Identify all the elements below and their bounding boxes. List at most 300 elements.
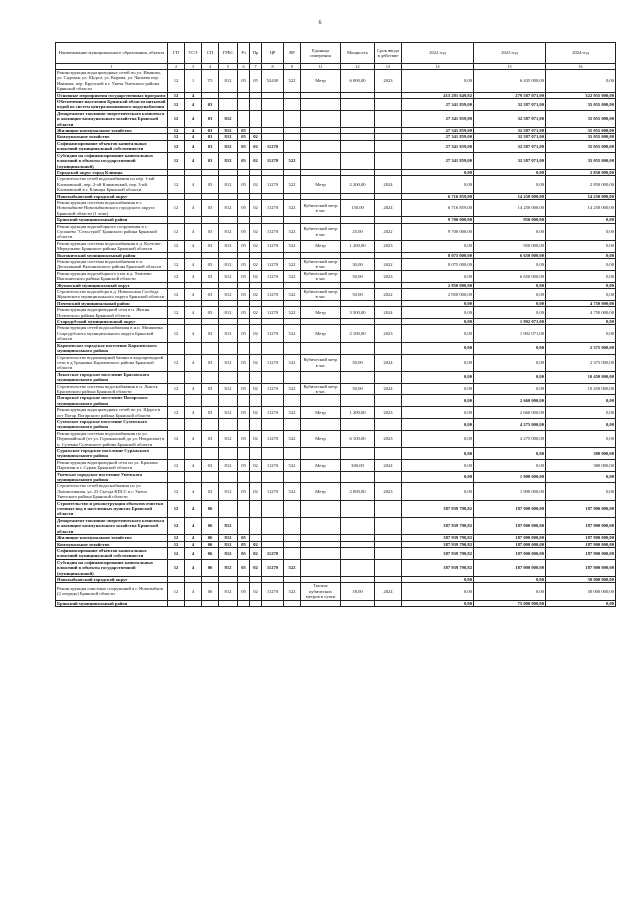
cell-cr: 11270 [262, 223, 284, 240]
cell-gp: 12 [168, 383, 185, 395]
cell-grbs [219, 418, 238, 430]
cell-vr [284, 517, 301, 534]
cell-cr [262, 418, 284, 430]
cell-rz: 05 [238, 325, 250, 342]
cell-2024: 0,00 [546, 471, 616, 483]
cell-2022: 387 939 790,82 [402, 535, 474, 541]
cell-grbs [219, 500, 238, 517]
cell-grbs: 812 [219, 128, 238, 134]
cell-2022: 0,00 [402, 430, 474, 447]
cell-pr: 02 [250, 199, 262, 216]
cell-2024: 0,00 [546, 270, 616, 282]
table-body [56, 70, 616, 607]
cell-vr: 522 [284, 430, 301, 447]
cell-2024: 4 750 000,00 [546, 300, 616, 306]
cell-2023: 187 000 000,00 [474, 541, 546, 547]
cell-sp: Т5 [202, 70, 219, 93]
cell-name: Реконструкция водозаборного сооружения в с. Супонево "Сельстрой" Брянского района Брянской области [56, 223, 168, 240]
cell-unit [301, 517, 341, 534]
cell-deadline: 2024 [375, 583, 402, 600]
cell-rz: 05 [238, 559, 250, 576]
cell-2023: 0,00 [474, 289, 546, 301]
cell-tse: 4 [185, 176, 202, 193]
cell-unit: Кубический метр в час [301, 199, 341, 216]
cell-vr [284, 418, 301, 430]
cell-2022: 0,00 [402, 342, 474, 354]
cell-tse: 4 [185, 199, 202, 216]
cell-grbs: 812 [219, 325, 238, 342]
cell-rz: 05 [238, 307, 250, 319]
cell-pr: 02 [250, 307, 262, 319]
column-index: 4 [202, 64, 219, 70]
cell-2023: 187 000 000,00 [474, 535, 546, 541]
cell-sp: 03 [202, 483, 219, 500]
cell-tse: 4 [185, 140, 202, 152]
cell-rz [238, 395, 250, 407]
table-row [56, 259, 616, 271]
cell-name: Суражское городское поселение Суражского муниципального района [56, 448, 168, 460]
cell-capacity: 50,00 [341, 383, 375, 395]
cell-2023: 0,00 [474, 282, 546, 288]
cell-2022: 0,00 [402, 354, 474, 371]
cell-deadline [375, 110, 402, 127]
cell-vr: 522 [284, 199, 301, 216]
cell-2024: 35 055 000,00 [546, 110, 616, 127]
cell-rz: 05 [238, 70, 250, 93]
cell-pr [250, 471, 262, 483]
cell-sp [202, 600, 219, 606]
cell-vr: 522 [284, 559, 301, 576]
cell-2022: 9 700 000,00 [402, 217, 474, 223]
cell-tse [185, 600, 202, 606]
cell-2023: 14 250 000,00 [474, 199, 546, 216]
cell-name: Департамент топливно-энергетического комплекса и жилищно-коммунального хозяйства Брянской области [56, 110, 168, 127]
cell-gp: 12 [168, 407, 185, 419]
cell-cr: 11270 [262, 199, 284, 216]
cell-sp: 03 [202, 270, 219, 282]
cell-tse: 4 [185, 110, 202, 127]
header-2022: 2022 год [402, 43, 474, 64]
cell-tse: 4 [185, 547, 202, 559]
budget-table-container [55, 42, 615, 607]
cell-deadline: 2024 [375, 307, 402, 319]
cell-rz: 05 [238, 134, 250, 140]
cell-2023: 0,00 [474, 459, 546, 471]
cell-rz: 05 [238, 140, 250, 152]
cell-deadline [375, 600, 402, 606]
cell-vr: 522 [284, 307, 301, 319]
cell-deadline: 2024 [375, 354, 402, 371]
cell-gp [168, 471, 185, 483]
cell-gp: 12 [168, 483, 185, 500]
cell-vr [284, 448, 301, 460]
cell-capacity: 50,00 [341, 289, 375, 301]
cell-2024: 2 850 000,00 [546, 169, 616, 175]
cell-unit [301, 395, 341, 407]
cell-capacity [341, 418, 375, 430]
cell-unit: Кубический метр в час [301, 289, 341, 301]
cell-2023: 1 900 000,00 [474, 483, 546, 500]
cell-sp: 06 [202, 547, 219, 559]
cell-sp: 03 [202, 176, 219, 193]
cell-2024: 0,00 [546, 319, 616, 325]
cell-vr: 522 [284, 223, 301, 240]
cell-deadline [375, 517, 402, 534]
table-row [56, 110, 616, 127]
cell-tse: 4 [185, 259, 202, 271]
cell-sp: 03 [202, 99, 219, 111]
column-index: 7 [250, 64, 262, 70]
table-row [56, 307, 616, 319]
cell-cr: 11270 [262, 483, 284, 500]
cell-deadline [375, 448, 402, 460]
cell-name: Карачевское городское поселение Карачевского муниципального района [56, 342, 168, 354]
cell-2024: 14 250 000,00 [546, 199, 616, 216]
cell-2022: 0,00 [402, 418, 474, 430]
cell-2022: 0,00 [402, 383, 474, 395]
cell-name: Реконструкция системы водоснабжения в д. Колтово-Меркульево Брянского района Брянской области [56, 240, 168, 252]
cell-tse: 4 [185, 459, 202, 471]
column-index: 9 [284, 64, 301, 70]
cell-cr: 11270 [262, 270, 284, 282]
cell-pr [250, 371, 262, 383]
cell-vr [284, 99, 301, 111]
cell-2022: 0,00 [402, 300, 474, 306]
cell-deadline: 2023 [375, 270, 402, 282]
cell-deadline: 2024 [375, 383, 402, 395]
table-row [56, 383, 616, 395]
cell-deadline [375, 418, 402, 430]
cell-pr: 02 [250, 430, 262, 447]
cell-sp: 06 [202, 500, 219, 517]
cell-2023: 279 587 071,00 [474, 92, 546, 98]
cell-rz [238, 418, 250, 430]
cell-2023: 0,00 [474, 371, 546, 383]
cell-sp: 06 [202, 541, 219, 547]
cell-grbs: 812 [219, 517, 238, 534]
cell-sp: 06 [202, 559, 219, 576]
cell-2022: 6 716 859,00 [402, 199, 474, 216]
cell-tse: 4 [185, 325, 202, 342]
cell-pr: 02 [250, 325, 262, 342]
cell-2023: 0,00 [474, 354, 546, 371]
cell-pr [250, 110, 262, 127]
cell-2023: 950 000,00 [474, 240, 546, 252]
cell-2023: 0,00 [474, 576, 546, 582]
cell-tse: 4 [185, 354, 202, 371]
cell-sp: 06 [202, 535, 219, 541]
cell-grbs: 812 [219, 430, 238, 447]
cell-capacity: 25,00 [341, 223, 375, 240]
cell-cr [262, 600, 284, 606]
table-row [56, 176, 616, 193]
cell-2023: 75 000 000,00 [474, 600, 546, 606]
cell-gp: 12 [168, 259, 185, 271]
cell-2022: 387 939 790,82 [402, 541, 474, 547]
cell-2024: 35 055 000,00 [546, 152, 616, 169]
cell-grbs: 812 [219, 483, 238, 500]
cell-unit [301, 500, 341, 517]
cell-gp: 12 [168, 140, 185, 152]
cell-gp: 12 [168, 92, 185, 98]
cell-name: Жуковский муниципальный округ [56, 282, 168, 288]
cell-rz: 05 [238, 459, 250, 471]
cell-cr: 11270 [262, 325, 284, 342]
table-row [56, 418, 616, 430]
cell-name: Погарское городское поселение Погарского муниципального района [56, 395, 168, 407]
cell-deadline: 2023 [375, 407, 402, 419]
cell-capacity [341, 600, 375, 606]
cell-gp: 12 [168, 547, 185, 559]
cell-gp [168, 418, 185, 430]
cell-vr: 522 [284, 240, 301, 252]
cell-pr [250, 342, 262, 354]
header-cr: ЦР [262, 43, 284, 64]
cell-deadline [375, 471, 402, 483]
table-row [56, 371, 616, 383]
table-row [56, 223, 616, 240]
cell-unit [301, 600, 341, 606]
cell-sp: 03 [202, 240, 219, 252]
cell-gp: 12 [168, 152, 185, 169]
cell-cr: 52430 [262, 70, 284, 93]
cell-vr: 522 [284, 152, 301, 169]
table-row [56, 448, 616, 460]
cell-vr: 522 [284, 289, 301, 301]
cell-2022: 6 716 859,00 [402, 193, 474, 199]
cell-capacity: 1 200,00 [341, 407, 375, 419]
cell-2024: 187 900 000,00 [546, 547, 616, 559]
cell-grbs: 812 [219, 583, 238, 600]
cell-2024: 322 955 000,00 [546, 92, 616, 98]
cell-name: Софинансирование объектов капитальных вложений муниципальной собственности [56, 547, 168, 559]
cell-2022: 8 075 000,00 [402, 252, 474, 258]
cell-tse: 1 [185, 70, 202, 93]
cell-deadline [375, 99, 402, 111]
cell-2023: 32 587 071,00 [474, 152, 546, 169]
cell-gp [168, 395, 185, 407]
header-deadline: Срок ввода в действие [375, 43, 402, 64]
table-row [56, 407, 616, 419]
cell-cr: 11270 [262, 176, 284, 193]
cell-tse: 4 [185, 541, 202, 547]
column-index: 12 [341, 64, 375, 70]
header-pr: Пр [250, 43, 262, 64]
cell-capacity: 2 000,00 [341, 483, 375, 500]
cell-unit: Кубический метр в час [301, 259, 341, 271]
cell-2023: 32 587 071,00 [474, 99, 546, 111]
cell-unit [301, 99, 341, 111]
cell-unit [301, 342, 341, 354]
cell-deadline [375, 140, 402, 152]
cell-rz: 05 [238, 128, 250, 134]
cell-2024: 380 000,00 [546, 448, 616, 460]
cell-cr [262, 517, 284, 534]
table-row [56, 547, 616, 559]
cell-2022: 0,00 [402, 169, 474, 175]
cell-grbs: 812 [219, 289, 238, 301]
cell-cr [262, 99, 284, 111]
table-row [56, 500, 616, 517]
cell-capacity [341, 448, 375, 460]
cell-tse: 4 [185, 407, 202, 419]
cell-vr [284, 342, 301, 354]
cell-grbs [219, 471, 238, 483]
cell-2024: 0,00 [546, 282, 616, 288]
cell-gp [168, 342, 185, 354]
cell-rz [238, 500, 250, 517]
cell-capacity [341, 152, 375, 169]
header-2024: 2024 год [546, 43, 616, 64]
cell-vr [284, 547, 301, 559]
cell-name: Жилищно-коммунальное хозяйство [56, 128, 168, 134]
cell-tse: 4 [185, 92, 202, 98]
header-rz: Рз [238, 43, 250, 64]
cell-name: Реконструкция сетей водоснабжения в н.п. Мишковка Стародубского муниципального округа Брянской области [56, 325, 168, 342]
table-row [56, 559, 616, 576]
cell-deadline: 2023 [375, 240, 402, 252]
cell-unit: Кубический метр в час [301, 354, 341, 371]
cell-pr: 02 [250, 259, 262, 271]
cell-rz: 05 [238, 176, 250, 193]
cell-sp: 03 [202, 152, 219, 169]
cell-vr: 522 [284, 383, 301, 395]
cell-deadline [375, 500, 402, 517]
cell-unit [301, 371, 341, 383]
cell-pr [250, 600, 262, 606]
cell-2022: 387 939 790,82 [402, 500, 474, 517]
cell-pr: 02 [250, 240, 262, 252]
cell-grbs: 812 [219, 307, 238, 319]
cell-cr: 11270 [262, 459, 284, 471]
cell-capacity: 2 100,00 [341, 325, 375, 342]
table-row [56, 240, 616, 252]
cell-2024: 0,00 [546, 600, 616, 606]
cell-gp: 12 [168, 128, 185, 134]
cell-rz: 05 [238, 223, 250, 240]
cell-2023: 0,00 [474, 223, 546, 240]
cell-sp: 03 [202, 430, 219, 447]
cell-name: Суземское городское поселение Суземского муниципального района [56, 418, 168, 430]
table-row [56, 289, 616, 301]
cell-gp: 12 [168, 541, 185, 547]
cell-sp: 03 [202, 134, 219, 140]
cell-unit: Метр [301, 325, 341, 342]
cell-tse [185, 371, 202, 383]
cell-2024: 187 900 000,00 [546, 541, 616, 547]
cell-cr: 11270 [262, 383, 284, 395]
cell-capacity [341, 342, 375, 354]
cell-grbs: 812 [219, 240, 238, 252]
cell-capacity: 1 200,00 [341, 240, 375, 252]
table-row [56, 471, 616, 483]
cell-2023: 187 000 000,00 [474, 517, 546, 534]
cell-deadline [375, 152, 402, 169]
cell-2024: 0,00 [546, 252, 616, 258]
cell-gp [168, 600, 185, 606]
cell-grbs: 812 [219, 223, 238, 240]
cell-cr: 11270 [262, 559, 284, 576]
column-index: 15 [474, 64, 546, 70]
header-unit: Единица измерения [301, 43, 341, 64]
cell-pr: 02 [250, 559, 262, 576]
cell-2024: 187 900 000,00 [546, 517, 616, 534]
cell-pr: 02 [250, 223, 262, 240]
cell-name: Софинансирование объектов капитальных вложений муниципальной собственности [56, 140, 168, 152]
cell-name: Реконструкция водопроводных сетей по ул. Иванова, ул. Садовая, ул. Щорса, ул. Кирова, ул. Чапаева пер. Иванова, пер. Крупской в г. Унеча Унечского района Брянской области [56, 70, 168, 93]
cell-gp: 12 [168, 500, 185, 517]
cell-capacity [341, 140, 375, 152]
cell-capacity [341, 471, 375, 483]
cell-gp: 12 [168, 134, 185, 140]
cell-2023: 6 650 000,00 [474, 252, 546, 258]
cell-unit: Тысяча кубических метров в сутки [301, 583, 341, 600]
cell-2024: 0,00 [546, 217, 616, 223]
cell-deadline [375, 559, 402, 576]
cell-rz: 05 [238, 430, 250, 447]
cell-unit [301, 559, 341, 576]
cell-name: Строительство сетей водоснабжения по пер. 1-ый Климовский, пер. 2-ой Климовский, пер. 3-ий Климовский в г. Клинцы Брянской области [56, 176, 168, 193]
table-row [56, 600, 616, 606]
cell-2024: 187 900 000,00 [546, 500, 616, 517]
cell-2022: 387 939 790,82 [402, 559, 474, 576]
cell-2022: 0,00 [402, 319, 474, 325]
cell-capacity: 6 100,00 [341, 430, 375, 447]
table-row [56, 140, 616, 152]
cell-2024: 35 055 000,00 [546, 99, 616, 111]
cell-2022: 0,00 [402, 70, 474, 93]
cell-unit: Кубический метр в час [301, 223, 341, 240]
cell-2022: 415 281 649,82 [402, 92, 474, 98]
cell-unit [301, 471, 341, 483]
cell-2023: 14 250 000,00 [474, 193, 546, 199]
cell-rz: 05 [238, 383, 250, 395]
cell-grbs: 812 [219, 199, 238, 216]
cell-pr: 02 [250, 547, 262, 559]
cell-unit [301, 448, 341, 460]
cell-2024: 2 375 000,00 [546, 354, 616, 371]
cell-name: Жилищно-коммунальное хозяйство [56, 535, 168, 541]
cell-2022: 27 341 859,00 [402, 152, 474, 169]
cell-2023: 0,00 [474, 176, 546, 193]
cell-vr: 522 [284, 354, 301, 371]
cell-pr: 05 [250, 70, 262, 93]
cell-vr [284, 371, 301, 383]
cell-tse: 4 [185, 99, 202, 111]
header-name: Наименование муниципального образования, объекта [56, 43, 168, 64]
cell-capacity: 3 500,00 [341, 307, 375, 319]
cell-2023: 0,00 [474, 342, 546, 354]
cell-2023: 0,00 [474, 448, 546, 460]
cell-rz [238, 600, 250, 606]
header-capacity: Мощность [341, 43, 375, 64]
cell-cr [262, 448, 284, 460]
cell-cr: 11270 [262, 307, 284, 319]
cell-cr: 11270 [262, 152, 284, 169]
cell-name: Городской округ город Клинцы [56, 169, 168, 175]
cell-capacity [341, 500, 375, 517]
table-row [56, 270, 616, 282]
cell-2024: 0,00 [546, 395, 616, 407]
cell-name: Локотское городское поселение Брасовского муниципального района [56, 371, 168, 383]
cell-unit: Метр [301, 483, 341, 500]
cell-2022: 0,00 [402, 407, 474, 419]
cell-capacity [341, 547, 375, 559]
cell-name: Реконструкция очистных сооружений в г. Новозыбков (2 очередь) Брянской области [56, 583, 168, 600]
cell-unit: Метр [301, 240, 341, 252]
cell-sp: 03 [202, 223, 219, 240]
cell-deadline: 2024 [375, 176, 402, 193]
